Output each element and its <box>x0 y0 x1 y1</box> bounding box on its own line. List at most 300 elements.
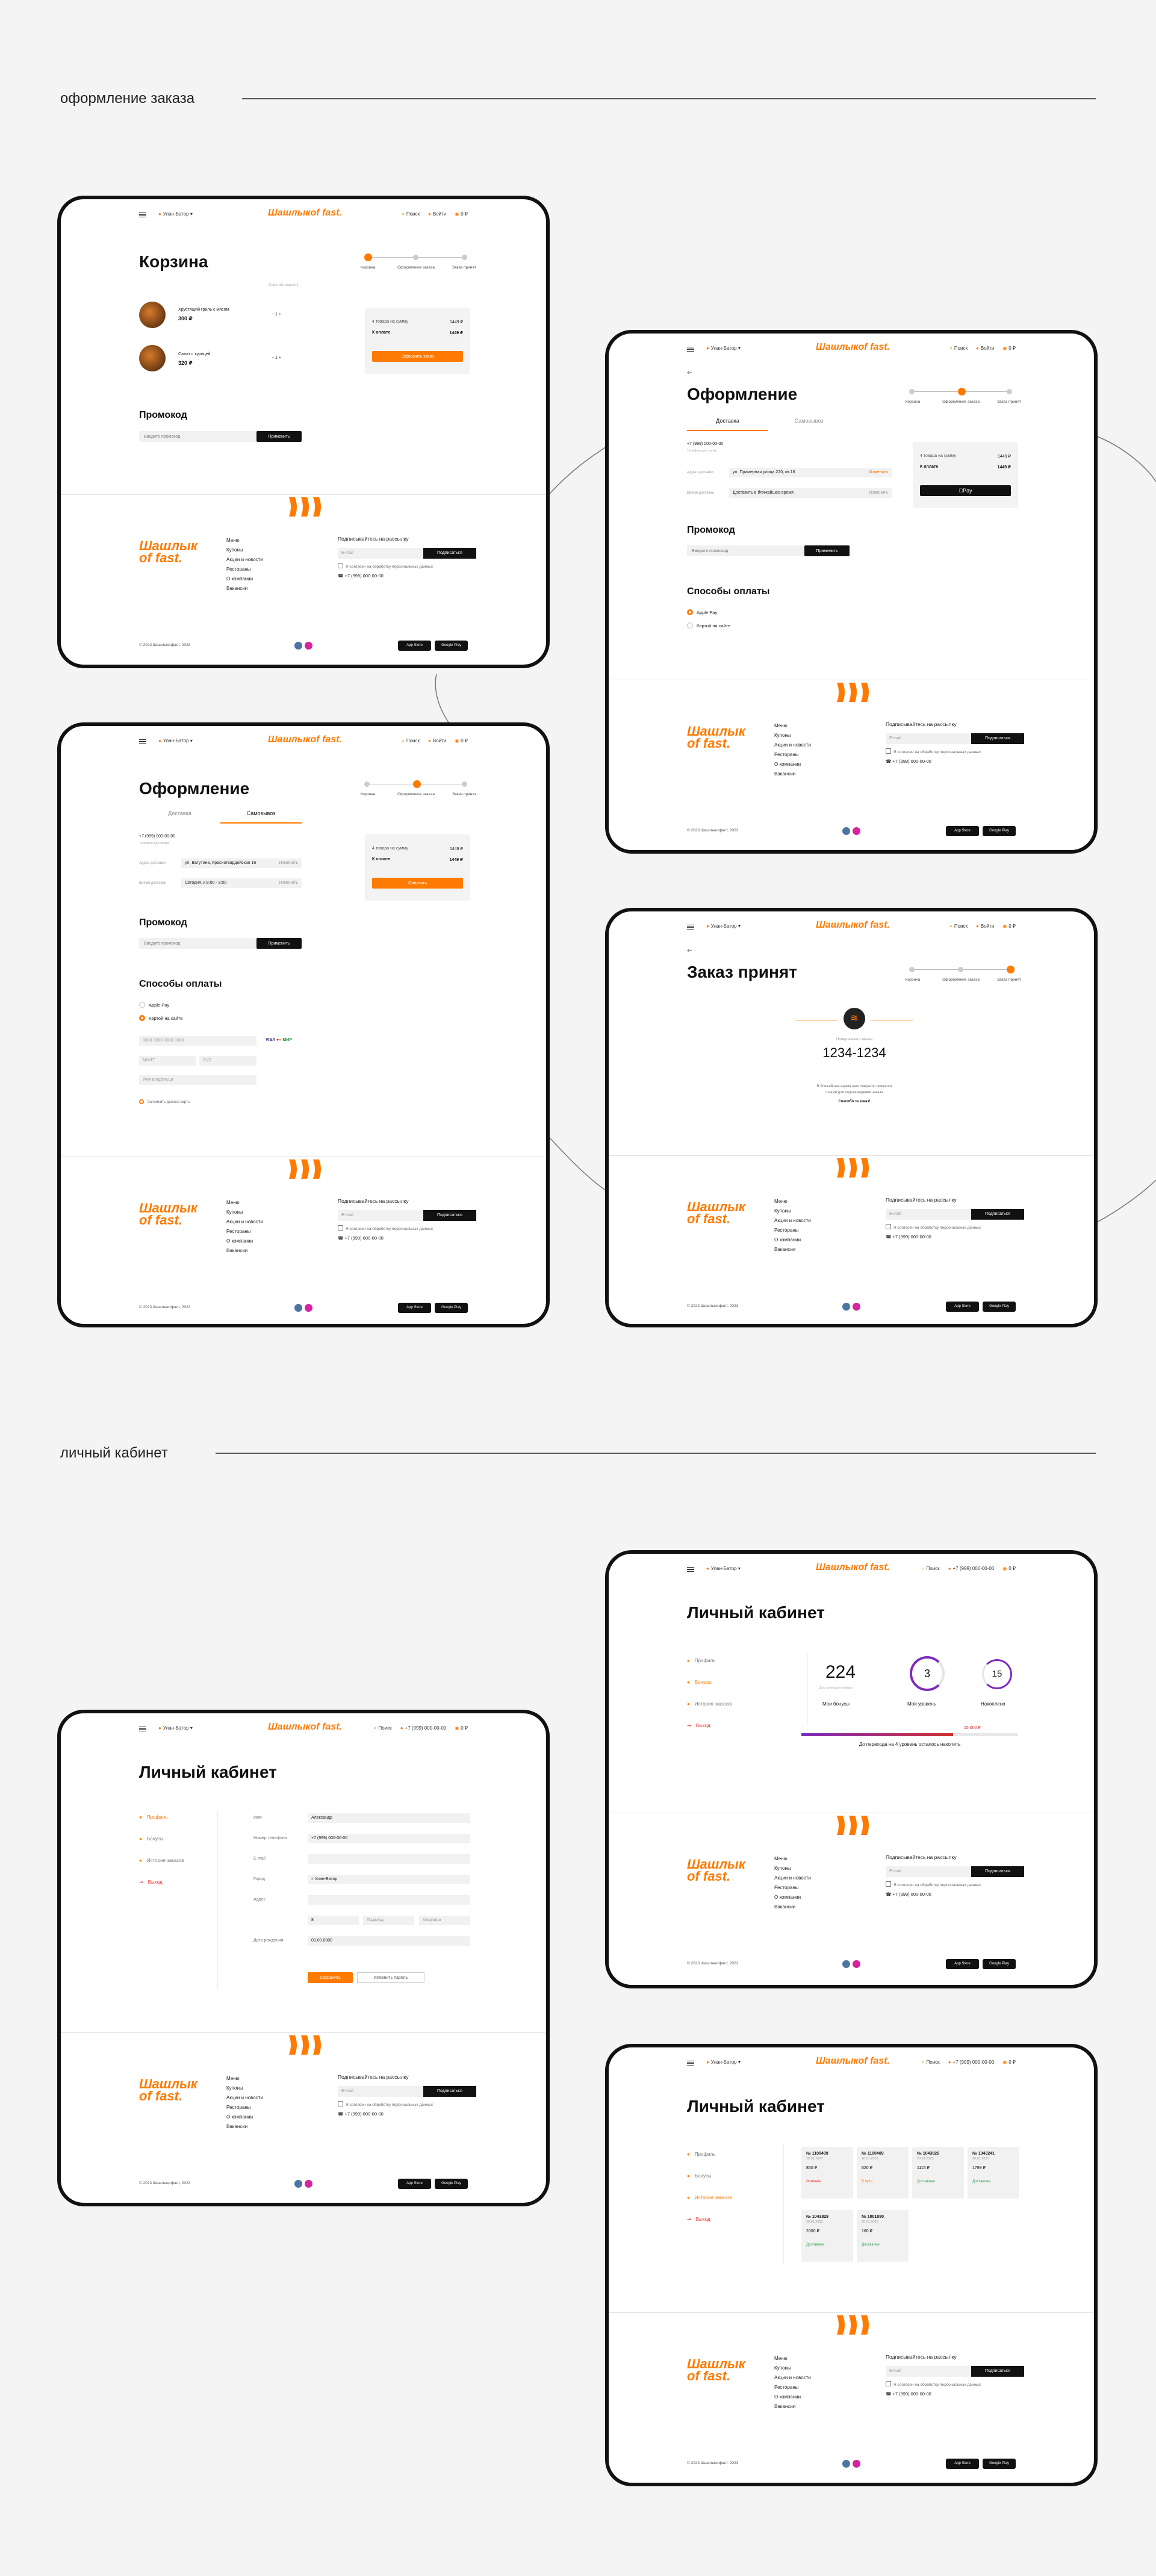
order-card[interactable]: № 1043241 20.01.2023 1799 ₽ Доставлен <box>968 2147 1019 2199</box>
checkout-button[interactable]: Оформить заказ <box>372 351 463 362</box>
footer-link[interactable]: О компании <box>226 576 253 582</box>
cart-link[interactable]: ◉ 0 ₽ <box>1002 346 1016 351</box>
order-card[interactable]: № 1100409 20.01.2023 850 ₽ Отменён <box>801 2147 853 2199</box>
consent-checkbox[interactable]: Я согласен на обработку персональных данных <box>886 748 981 754</box>
subscribe-form: Подписывайтесь на рассылку E-mail Подписаться Я согласен на обработку персональных данных ☎ +7 (999) 000-00-00 <box>338 2074 476 2085</box>
phone-label: Телефон для связи <box>139 842 169 845</box>
promo-apply-button[interactable]: Применить <box>256 431 302 442</box>
subscribe-button[interactable]: Подписаться <box>971 1209 1024 1220</box>
progress-steps: Корзина Оформление заказа Заказ принят <box>907 966 1015 984</box>
footer-menu <box>226 2074 263 2132</box>
birthday-field[interactable]: 00.00.0000 <box>308 1936 470 1946</box>
footer-phone: ☎ +7 (999) 000-00-00 <box>886 2391 931 2397</box>
page-title: Личный кабинет <box>687 1603 825 1622</box>
footer-logo[interactable]: Шашлык of fast. <box>687 1199 745 1226</box>
social-links <box>842 2460 860 2468</box>
footer-menu <box>774 1854 811 1912</box>
logo[interactable]: Шашлыкof fast. <box>268 1722 342 1732</box>
radio-apple-pay[interactable]: Apple Pay <box>139 1002 169 1008</box>
copyright: © 2023 Шашлыкофаст, 2023 <box>139 643 191 647</box>
time-label: Время доставки <box>687 491 714 495</box>
menu-icon[interactable] <box>687 2061 694 2065</box>
card-cvc-field[interactable]: CVC <box>199 1056 256 1066</box>
footer-link[interactable]: Рестораны <box>226 2105 251 2110</box>
footer <box>609 1813 1094 1987</box>
footer-logo[interactable]: Шашлык of fast. <box>139 538 197 565</box>
sidebar-item-profile[interactable]: ● Профиль <box>139 1814 168 1820</box>
page-title: Корзина <box>139 252 208 271</box>
bonus-count: 224 <box>825 1662 856 1682</box>
accumulated-label: Накоплено <box>981 1701 1005 1707</box>
pin-icon: ● <box>158 738 161 743</box>
copyright: © 2023 Шашлыкофаст, 2023 <box>687 2461 739 2465</box>
label-address: Адрес <box>253 1898 266 1902</box>
card-holder-field[interactable]: Имя владельца <box>139 1075 256 1085</box>
search-link[interactable]: ⌕ Поиск <box>402 211 420 217</box>
search-link[interactable]: ⌕ Поиск <box>922 2059 940 2065</box>
cart-icon: ◉ <box>455 738 459 743</box>
vk-icon[interactable] <box>842 2460 850 2468</box>
pickup-address-field[interactable]: ул. Ватутина, Красногвардейская 16 Изменить <box>181 858 302 868</box>
search-link[interactable]: ⌕ Поиск <box>949 923 968 929</box>
cabinet-profile-screen <box>57 1710 550 2206</box>
address-field[interactable]: ул. Примерная улица 220, кв.16 Изменить <box>729 468 892 477</box>
payment-title: Способы оплаты <box>139 979 222 989</box>
footer-link[interactable]: Вакансии <box>226 586 248 591</box>
app-store-badge[interactable]: App Store <box>946 1302 979 1312</box>
order-card[interactable]: № 1043829 20.01.2023 2000 ₽ Доставлен <box>801 2210 853 2262</box>
sidebar-item-orders[interactable]: ● История заказов <box>687 2195 732 2200</box>
user-icon: ● <box>428 738 431 743</box>
cabinet-orders-screen <box>605 2044 1098 2486</box>
footer-link[interactable]: Рестораны <box>226 1229 251 1234</box>
promo-input[interactable] <box>139 938 256 949</box>
footer-link[interactable]: Акции и новости <box>774 1875 811 1881</box>
sidebar-item-logout[interactable]: ⇥ Выход <box>687 2217 710 2222</box>
footer-link[interactable]: Акции и новости <box>774 1218 811 1223</box>
login-link[interactable]: ● Войти <box>976 346 995 351</box>
cart-link[interactable]: ◉ 0 ₽ <box>455 1725 468 1731</box>
sidebar-item-bonuses[interactable]: ● Бонусы <box>139 1836 164 1842</box>
page-title: Заказ принят <box>687 963 797 981</box>
instagram-icon[interactable] <box>305 1304 312 1312</box>
footer-logo[interactable]: Шашлык of fast. <box>687 2356 745 2383</box>
progress-steps: Корзина Оформление заказа Заказ принят <box>907 388 1015 406</box>
copyright: © 2023 Шашлыкофаст, 2023 <box>139 2181 191 2185</box>
footer-link[interactable]: О компании <box>774 2394 801 2400</box>
sidebar-item-bonuses[interactable]: ● Бонусы <box>687 2173 712 2179</box>
app-store-badge[interactable]: App Store <box>398 2179 431 2189</box>
footer-menu <box>226 1198 263 1256</box>
email-field[interactable]: E-mail <box>886 1866 971 1877</box>
footer-link[interactable]: Купоны <box>774 733 791 738</box>
app-store-badge[interactable]: App Store <box>946 1959 979 1969</box>
item-price: 320 ₽ <box>178 360 193 366</box>
promo-apply-button[interactable]: Применить <box>804 545 850 556</box>
status-badge: В пути <box>862 2180 873 2183</box>
tab-delivery[interactable]: Доставка <box>168 810 191 816</box>
consent-checkbox[interactable]: Я согласен на обработку персональных данных <box>338 563 433 569</box>
subscribe-button[interactable]: Подписаться <box>423 1210 476 1221</box>
subscribe-button[interactable]: Подписаться <box>971 1866 1024 1877</box>
city-selector[interactable]: ● Улан-Батор ▾ <box>706 346 741 351</box>
user-icon: ● <box>948 1566 951 1571</box>
consent-checkbox[interactable]: Я согласен на обработку персональных данных <box>886 2381 981 2387</box>
exit-icon: ⇥ <box>687 1723 691 1728</box>
footer-link[interactable]: Рестораны <box>226 566 251 572</box>
sidebar-item-bonuses[interactable]: ● Бонусы <box>687 1680 712 1685</box>
tab-pickup[interactable]: Самовывоз <box>246 810 276 816</box>
page-title: Личный кабинет <box>139 1763 277 1781</box>
subscribe-button[interactable]: Подписаться <box>971 2366 1024 2377</box>
menu-icon[interactable] <box>139 1727 146 1731</box>
promo-input[interactable] <box>139 431 256 442</box>
user-icon: ● <box>976 346 979 351</box>
footer-link[interactable]: Вакансии <box>774 2404 796 2409</box>
vk-icon[interactable] <box>294 1304 302 1312</box>
search-icon: ⌕ <box>374 1725 377 1731</box>
logo[interactable]: Шашлыкof fast. <box>816 1562 890 1572</box>
radio-card[interactable]: Картой на сайте <box>139 1015 182 1021</box>
goal-text: До перехода на 4 уровень осталось накопить <box>859 1742 961 1747</box>
email-field[interactable]: E-mail <box>886 2366 971 2377</box>
tab-pickup[interactable]: Самовывоз <box>794 418 824 424</box>
app-store-badge[interactable]: App Store <box>946 826 979 836</box>
brand-badge-icon: ≋ <box>844 1008 865 1029</box>
subscribe-button[interactable]: Подписаться <box>423 548 476 559</box>
footer-link[interactable]: Меню <box>774 723 788 728</box>
apple-pay-button[interactable]: Pay <box>920 485 1011 496</box>
change-password-button[interactable]: Изменить пароль <box>357 1972 424 1983</box>
google-play-badge[interactable]: Google Play <box>435 1303 468 1313</box>
footer-link[interactable]: Акции и новости <box>774 742 811 748</box>
footer-link[interactable]: Меню <box>226 1200 240 1205</box>
menu-icon[interactable] <box>687 925 694 930</box>
footer-link[interactable]: Купоны <box>226 547 243 553</box>
phone-link[interactable]: ● +7 (999) 000-00-00 <box>948 2059 995 2065</box>
footer-phone: ☎ +7 (999) 000-00-00 <box>338 2111 384 2117</box>
user-icon: ● <box>976 923 979 929</box>
waves-icon <box>285 1157 324 1181</box>
status-badge: Доставлен <box>806 2243 824 2247</box>
footer-link[interactable]: Купоны <box>226 2085 243 2091</box>
promo-title: Промокод <box>139 410 187 420</box>
cart-link[interactable]: ◉ 0 ₽ <box>455 738 468 743</box>
save-button[interactable]: Сохранить <box>308 1972 353 1983</box>
pay-button[interactable]: Оплатить <box>372 878 463 889</box>
footer-link[interactable]: Меню <box>774 2356 788 2361</box>
footer <box>609 1155 1094 1327</box>
consent-checkbox[interactable]: Я согласен на обработку персональных данных <box>886 1881 981 1887</box>
qty-stepper[interactable]: − 1 + <box>272 312 281 317</box>
footer-link[interactable]: Вакансии <box>226 1248 248 1253</box>
menu-icon[interactable] <box>139 739 146 744</box>
social-links <box>294 2180 312 2188</box>
level-label: Мой уровень <box>907 1701 936 1707</box>
label-email: E-mail <box>253 1857 266 1861</box>
qty-stepper[interactable]: − 1 + <box>272 356 281 360</box>
google-play-badge[interactable]: Google Play <box>983 1302 1016 1312</box>
order-summary: 4 товара на сумму 1449 ₽ К оплате 1449 ₽ Pay <box>913 442 1018 508</box>
logo[interactable]: Шашлыкof fast. <box>816 342 890 352</box>
house-field[interactable]: 8 <box>308 1916 359 1925</box>
subscribe-button[interactable]: Подписаться <box>423 2086 476 2097</box>
app-store-badge[interactable]: App Store <box>398 641 431 651</box>
exit-icon: ⇥ <box>687 2217 691 2222</box>
google-play-badge[interactable]: Google Play <box>983 1959 1016 1969</box>
radio-card[interactable]: Картой на сайте <box>687 622 730 628</box>
header <box>609 1554 1094 1583</box>
email-field[interactable]: E-mail <box>338 548 423 559</box>
footer-link[interactable]: Рестораны <box>774 2385 799 2390</box>
item-name: Хрустящий гриль с мясом <box>178 308 229 312</box>
city-selector[interactable]: ● Улан-Батор ▾ <box>706 923 741 929</box>
footer-link[interactable]: Меню <box>774 1856 788 1861</box>
footer-link[interactable]: Вакансии <box>774 771 796 777</box>
footer-link[interactable]: Купоны <box>226 1209 243 1215</box>
consent-checkbox[interactable]: Я согласен на обработку персональных данных <box>338 2101 433 2107</box>
login-link[interactable]: ● Войти <box>428 738 447 743</box>
sidebar-item-orders[interactable]: ● История заказов <box>687 1701 732 1707</box>
google-play-badge[interactable]: Google Play <box>435 641 468 651</box>
app-store-badge[interactable]: App Store <box>946 2459 979 2469</box>
waves-icon <box>285 495 324 519</box>
search-icon: ⌕ <box>922 1566 925 1571</box>
cart-link[interactable]: ◉ 0 ₽ <box>1002 1566 1016 1571</box>
order-card[interactable]: № 1043826 20.01.2023 1115 ₽ Доставлен <box>912 2147 964 2199</box>
search-link[interactable]: ⌕ Поиск <box>374 1725 392 1731</box>
logo[interactable]: Шашлыкof fast. <box>268 734 342 745</box>
gift-icon: ● <box>687 2173 690 2179</box>
progress-steps: Корзина Оформление заказа Заказ принят <box>362 780 470 798</box>
divider <box>807 1653 808 1725</box>
google-play-badge[interactable]: Google Play <box>435 2179 468 2189</box>
footer-phone: ☎ +7 (999) 000-00-00 <box>338 573 384 579</box>
subscribe-button[interactable]: Подписаться <box>971 733 1024 744</box>
address-field[interactable] <box>308 1895 470 1905</box>
menu-icon[interactable] <box>139 213 146 217</box>
order-number: 1234-1234 <box>822 1045 886 1060</box>
footer-link[interactable]: О компании <box>226 1238 253 1244</box>
logo[interactable]: Шашлыкof fast. <box>816 2056 890 2066</box>
addr-label: Адрес доставки <box>139 861 166 865</box>
footer-link[interactable]: О компании <box>774 1895 801 1900</box>
footer-logo[interactable]: Шашлык of fast. <box>687 1857 745 1884</box>
app-badges <box>946 1302 1016 1312</box>
city-selector[interactable]: ● Улан-Батор ▾ <box>158 211 193 217</box>
copyright: © 2023 Шашлыкофаст, 2023 <box>687 1304 739 1308</box>
pin-icon: ● <box>706 1566 709 1571</box>
page-title: Оформление <box>139 779 250 798</box>
search-link[interactable]: ⌕ Поиск <box>949 346 968 351</box>
clear-cart-link[interactable]: Очистить корзину <box>269 284 299 287</box>
footer-link[interactable]: Акции и новости <box>226 2095 263 2100</box>
sidebar-item-logout[interactable]: ⇥ Выход <box>139 1879 163 1885</box>
search-icon: ⌕ <box>949 346 952 351</box>
consent-checkbox[interactable]: Я согласен на обработку персональных данных <box>886 1224 981 1230</box>
section-title-order: оформление заказа <box>60 90 195 107</box>
phone-link[interactable]: ● +7 (999) 000-00-00 <box>400 1725 447 1731</box>
login-link[interactable]: ● Войти <box>428 211 447 217</box>
email-field[interactable] <box>308 1854 470 1864</box>
google-play-badge[interactable]: Google Play <box>983 826 1016 836</box>
instagram-icon[interactable] <box>853 1303 860 1311</box>
consent-checkbox[interactable]: Я согласен на обработку персональных данных <box>338 1225 433 1231</box>
city-selector[interactable]: ● Улан-Батор ▾ <box>158 1725 193 1731</box>
search-link[interactable]: ⌕ Поиск <box>402 738 420 743</box>
footer-link[interactable]: О компании <box>226 2114 253 2120</box>
header <box>61 1713 546 1742</box>
cart-icon: ◉ <box>1002 923 1007 929</box>
checkout-pickup-screen <box>57 722 550 1327</box>
phone-link[interactable]: ● +7 (999) 000-00-00 <box>948 1566 995 1571</box>
cabinet-sidebar <box>139 1807 184 1893</box>
instagram-icon[interactable] <box>853 1960 860 1968</box>
footer-link[interactable]: Меню <box>226 2076 240 2081</box>
subscribe-form: Подписывайтесь на рассылку E-mail Подписаться Я согласен на обработку персональных данных ☎ +7 (999) 000-00-00 <box>886 721 1024 732</box>
vk-icon[interactable] <box>294 2180 302 2188</box>
promo-apply-button[interactable]: Применить <box>256 938 302 949</box>
menu-icon[interactable] <box>687 347 694 352</box>
footer-logo[interactable]: Шашлык of fast. <box>687 724 745 751</box>
save-card-checkbox[interactable]: Запомнить данные карты <box>139 1099 190 1104</box>
vk-icon[interactable] <box>842 1303 850 1311</box>
footer-link[interactable]: Вакансии <box>774 1904 796 1910</box>
order-number-label: Номер вашего заказа <box>836 1038 873 1041</box>
instagram-icon[interactable] <box>853 827 860 835</box>
vk-icon[interactable] <box>842 827 850 835</box>
cart-link[interactable]: ◉ 0 ₽ <box>1002 923 1016 929</box>
footer-link[interactable]: Акции и новости <box>226 1219 263 1224</box>
footer-phone: ☎ +7 (999) 000-00-00 <box>338 1235 384 1241</box>
subscribe-form: Подписывайтесь на рассылку E-mail Подписаться Я согласен на обработку персональных данных ☎ +7 (999) 000-00-00 <box>338 1198 476 1209</box>
entrance-field[interactable]: Подъезд <box>363 1916 414 1925</box>
status-badge: Доставлен <box>862 2243 880 2247</box>
user-icon: ● <box>428 211 431 217</box>
cart-link[interactable]: ◉ 0 ₽ <box>1002 2059 1016 2065</box>
phone-field[interactable]: +7 (999) 000-00-00 <box>308 1834 470 1843</box>
item-image <box>139 345 166 371</box>
pickup-time-field[interactable]: Сегодня, к 8:00 - 9:00 Изменить <box>181 878 302 888</box>
footer-link[interactable]: О компании <box>774 1237 801 1243</box>
header <box>61 726 546 755</box>
login-link[interactable]: ● Войти <box>976 923 995 929</box>
logo[interactable]: Шашлыкof fast. <box>268 208 342 218</box>
logo[interactable]: Шашлыкof fast. <box>816 920 890 930</box>
history-icon: ● <box>687 2195 690 2200</box>
app-store-badge[interactable]: App Store <box>398 1303 431 1313</box>
footer-link[interactable]: Меню <box>226 538 240 543</box>
footer-logo[interactable]: Шашлык of fast. <box>139 1200 197 1227</box>
order-card[interactable]: № 1001080 20.01.2023 160 ₽ Доставлен <box>857 2210 909 2262</box>
order-card[interactable]: № 1100409 20.01.2023 620 ₽ В пути <box>857 2147 909 2199</box>
tab-delivery[interactable]: Доставка <box>716 418 739 424</box>
email-field[interactable]: E-mail <box>338 1210 423 1221</box>
footer-link[interactable]: Вакансии <box>774 1247 796 1252</box>
accumulated-ring: 15 <box>982 1659 1012 1689</box>
waves-icon <box>833 680 872 704</box>
checkout-delivery-screen <box>605 330 1098 854</box>
instagram-icon[interactable] <box>305 2180 312 2188</box>
cart-icon: ◉ <box>1002 1566 1007 1571</box>
page-title: Оформление <box>687 385 798 403</box>
footer-link[interactable]: Купоны <box>774 2365 791 2371</box>
flat-field[interactable]: Квартира <box>419 1916 470 1925</box>
footer-link[interactable]: Вакансии <box>226 2124 248 2129</box>
gift-icon: ● <box>687 1680 690 1685</box>
footer-logo[interactable]: Шашлык of fast. <box>139 2076 197 2103</box>
footer-link[interactable]: Акции и новости <box>226 557 263 562</box>
back-arrow-icon[interactable]: ⇐ <box>687 370 692 376</box>
city-selector[interactable]: ● Улан-Батор ▾ <box>706 1566 741 1571</box>
city-selector[interactable]: ● Улан-Батор ▾ <box>158 738 193 743</box>
search-icon: ⌕ <box>402 211 405 217</box>
sidebar-item-logout[interactable]: ⇥ Выход <box>687 1723 710 1728</box>
addr-label: Адрес доставки <box>687 471 713 474</box>
email-field[interactable]: E-mail <box>886 1209 971 1220</box>
city-field[interactable]: ⌕ Улан-Батор <box>308 1875 470 1884</box>
city-selector[interactable]: ● Улан-Батор ▾ <box>706 2059 741 2065</box>
time-field[interactable]: Доставить в ближайшее время Изменить <box>729 488 892 498</box>
copyright: © 2023 Шашлыкофаст, 2023 <box>687 1961 739 1966</box>
footer <box>609 680 1094 854</box>
card-number-field[interactable]: 0000 0000 0000 0000 <box>139 1036 256 1046</box>
footer-link[interactable]: О компании <box>774 762 801 767</box>
card-expiry-field[interactable]: ММ/ГГ <box>139 1056 196 1066</box>
history-icon: ● <box>139 1858 142 1863</box>
phone-value: +7 (999) 000-00-00 <box>139 834 176 839</box>
menu-icon[interactable] <box>687 1567 694 1572</box>
instagram-icon[interactable] <box>853 2460 860 2468</box>
progress-steps: Корзина Оформление заказа Заказ принят <box>362 253 470 272</box>
search-link[interactable]: ⌕ Поиск <box>922 1566 940 1571</box>
cart-screen <box>57 196 550 668</box>
google-play-badge[interactable]: Google Play <box>983 2459 1016 2469</box>
order-accepted-screen <box>605 908 1098 1327</box>
app-badges <box>946 1959 1016 1969</box>
status-badge: Доставлен <box>917 2180 935 2183</box>
footer-link[interactable]: Купоны <box>774 1866 791 1871</box>
footer-link[interactable]: Купоны <box>774 1208 791 1214</box>
cabinet-bonuses-screen <box>605 1550 1098 1988</box>
item-price: 300 ₽ <box>178 315 193 321</box>
email-field[interactable]: E-mail <box>886 733 971 744</box>
instagram-icon[interactable] <box>305 642 312 650</box>
copyright: © 2023 Шашлыкофаст, 2023 <box>139 1305 191 1309</box>
vk-icon[interactable] <box>842 1960 850 1968</box>
footer-link[interactable]: Рестораны <box>774 752 799 757</box>
promo-input[interactable] <box>687 545 804 556</box>
sidebar-item-orders[interactable]: ● История заказов <box>139 1858 184 1863</box>
footer-link[interactable]: Рестораны <box>774 1227 799 1233</box>
footer-link[interactable]: Меню <box>774 1199 788 1204</box>
radio-apple-pay[interactable]: Apple Pay <box>687 609 717 615</box>
back-arrow-icon[interactable]: ⇐ <box>687 948 692 954</box>
sidebar-item-profile[interactable]: ● Профиль <box>687 1658 716 1663</box>
cart-link[interactable]: ◉ 0 ₽ <box>455 211 468 217</box>
footer-link[interactable]: Акции и новости <box>774 2375 811 2380</box>
social-links <box>842 827 860 835</box>
sidebar-item-profile[interactable]: ● Профиль <box>687 2152 716 2157</box>
vk-icon[interactable] <box>294 642 302 650</box>
user-icon: ● <box>687 1658 690 1663</box>
name-field[interactable]: Александр <box>308 1813 470 1823</box>
footer-link[interactable]: Рестораны <box>774 1885 799 1890</box>
email-field[interactable]: E-mail <box>338 2086 423 2097</box>
delivery-tabs <box>687 418 850 435</box>
footer <box>609 2312 1094 2486</box>
cart-icon: ◉ <box>1002 2059 1007 2065</box>
